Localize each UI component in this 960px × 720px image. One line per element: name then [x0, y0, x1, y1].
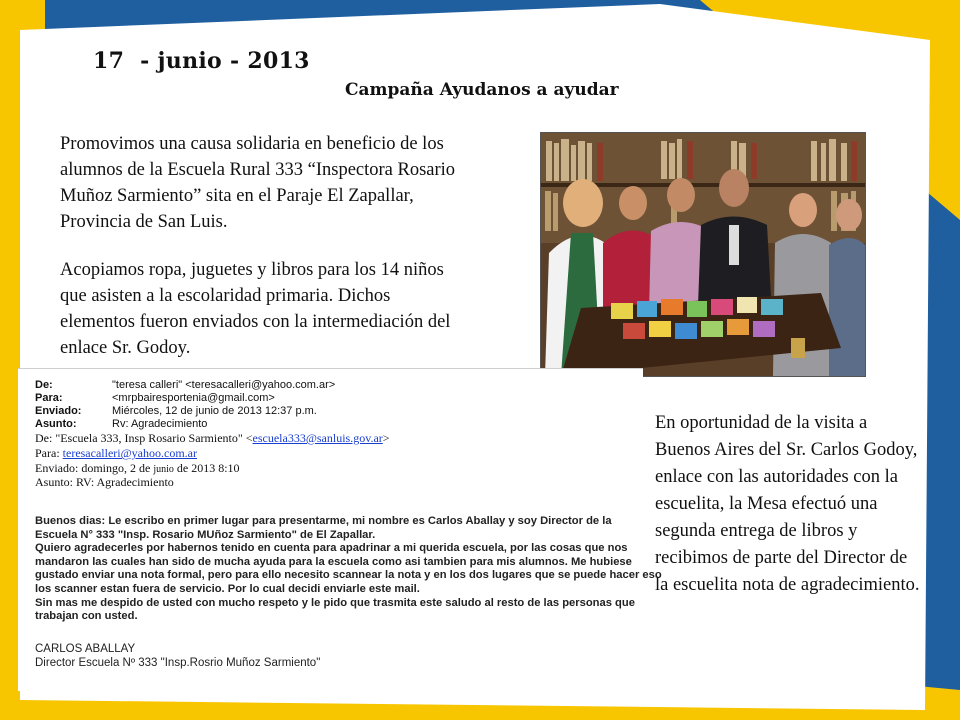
- slide-date: 17 - junio - 2013: [93, 48, 310, 74]
- email-body-line: Quiero agradecerles por habernos tenido en cuenta para apadrinar a mi querida escuela, por las cosas que nos: [35, 542, 628, 555]
- forwarded-subject-line: Asunto: RV: Agradecimiento: [35, 475, 174, 489]
- forwarded-from-line: De: "Escuela 333, Insp Rosario Sarmiento" <escuela333@sanluis.gov.ar>: [35, 431, 390, 445]
- email-scan: De: "teresa calleri" <teresacalleri@yahoo.com.ar> Para: <mrpbairesportenia@gmail.com> Enviado: Miércoles, 12 de junio de 2013 12:37 p.m. Asunto: Rv: Agradecimiento De: "Escuela 333, Insp Rosario Sarmiento" <escuela333@sanluis.gov.ar> Para: teresacalleri@yahoo.com.ar Enviado: domingo, 2 de junio de 2013 8:10 Asunto: RV: Agradecimiento Buenos dias: Le escribo en primer lugar para presentarme, mi nombre es Carlos Aballay y soy Director de la Escuela N° 333 "Insp. Rosario MUñoz Sarmiento" de El Zapallar. Quiero agradecerles por habernos tenido en cuenta para apadrinar a mi querida escuela, por las cosas que nos mandaron las cuales han sido de mucha ayuda para la escuela como asi tambien para mis alumnos. Me hubiese gustado enviar una nota formal, pero para ello necesito scannear la nota y en los dos lugares que se puede hacer eso los scanner estan fuera de servicio. Por lo cual decidi enviarle este mail. Sin mas me despido de usted con mucho respeto y le pido que trasmita este saludo al resto de las personas que trabajan con usted. CARLOS ABALLAY Director Escuela Nº 333 "Insp.Rosrio Muñoz Sarmiento": [18, 368, 643, 691]
- forwarded-sent-line: Enviado: domingo, 2 de junio de 2013 8:10: [35, 461, 240, 475]
- email-body-line: los scanner estan fuera de servicio. Por lo cual decidi enviarle este mail.: [35, 582, 420, 595]
- email-body-line: Escuela N° 333 "Insp. Rosario MUñoz Sarmiento" de El Zapallar.: [35, 528, 376, 541]
- email-body: [35, 515, 662, 624]
- forwarded-to-line: Para: teresacalleri@yahoo.com.ar: [35, 446, 197, 460]
- email-body-line: mandaron las cuales han sido de mucha ayuda para la escuela como asi tambien para mis alumnos. Me hubiese: [35, 555, 632, 568]
- teresa-email-link[interactable]: teresacalleri@yahoo.com.ar: [62, 446, 197, 460]
- email-signature: [35, 642, 320, 670]
- school-email-link[interactable]: escuela333@sanluis.gov.ar: [252, 431, 383, 445]
- signature-title: Director Escuela Nº 333 "Insp.Rosrio Muñoz Sarmiento": [35, 657, 321, 669]
- signature-name: CARLOS ABALLAY: [35, 643, 136, 655]
- email-body-line: Sin mas me despido de usted con mucho respeto y le pido que trasmita este saludo al resto de las personas que: [35, 596, 635, 609]
- paragraph-second-delivery: En oportunidad de la visita a Buenos Aires del Sr. Carlos Godoy, enlace con las autoridades con la escuelita, la Mesa efectuó una segunda entrega de libros y recibimos de parte del Director de la escuelita nota de agradecimiento.: [655, 413, 920, 595]
- email-body-line: gustado enviar una nota formal, pero para ello necesito scannear la nota y en los dos lugares que se puede hacer eso: [35, 569, 662, 582]
- group-photo: [540, 132, 866, 377]
- slide-title: Campaña Ayudanos a ayudar: [345, 80, 619, 100]
- paragraph-donations: Acopiamos ropa, juguetes y libros para los 14 niños que asisten a la escolaridad primaria. Dichos elementos fueron enviados con la intermediación del enlace Sr. Godoy.: [60, 260, 451, 358]
- email-body-line: trabajan con usted.: [35, 610, 138, 623]
- paragraph-campaign-intro: Promovimos una causa solidaria en beneficio de los alumnos de la Escuela Rural 333 “Inspectora Rosario Muñoz Sarmiento” sita en el Paraje El Zapallar, Provincia de San Luis.: [60, 134, 456, 232]
- email-body-line: Buenos dias: Le escribo en primer lugar para presentarme, mi nombre es Carlos Aballay y soy Director de la: [35, 515, 612, 527]
